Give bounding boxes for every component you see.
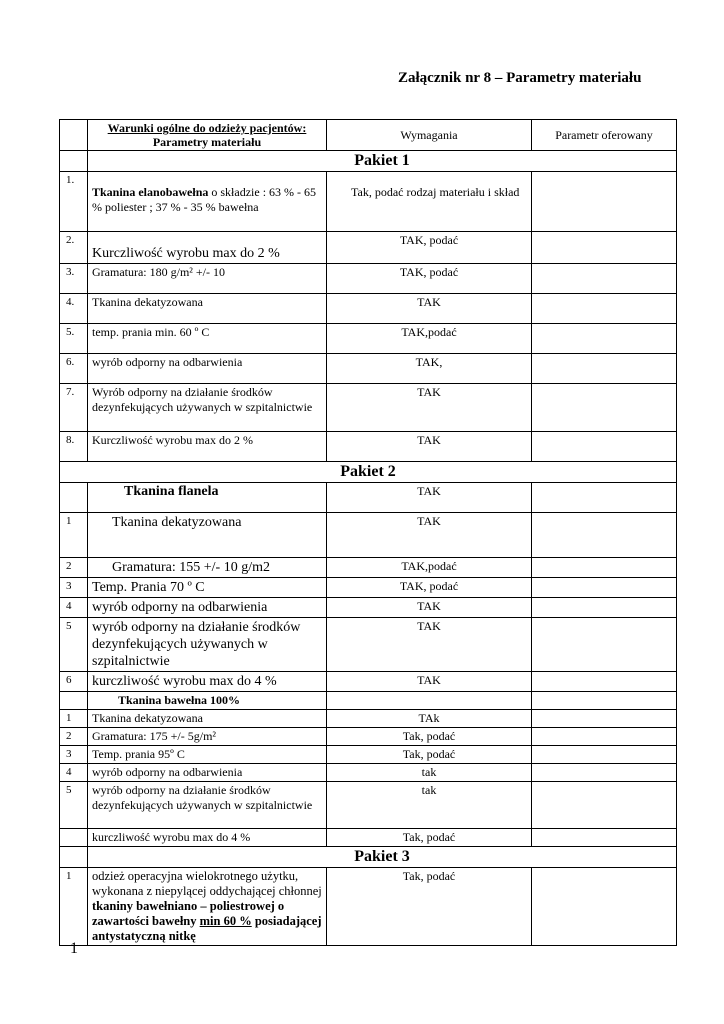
row-description: Tkanina dekatyzowana <box>88 513 327 558</box>
row-requirement: tak <box>327 782 532 829</box>
table-row <box>60 294 677 324</box>
antistatic-thread: posiadającej antystatyczną nitkę <box>92 914 322 943</box>
row-requirement: TAK <box>327 432 532 462</box>
row-number <box>60 692 88 710</box>
table-row <box>60 172 677 232</box>
row-offered <box>532 868 677 946</box>
pakiet-1-row <box>60 151 677 172</box>
row-offered <box>532 672 677 692</box>
row-requirement: TAK,podać <box>327 324 532 354</box>
table-row <box>60 782 677 829</box>
bawelna-subheading: Tkanina bawełna 100% <box>88 692 327 710</box>
pakiet-3-num-cell <box>60 847 88 868</box>
row-number: 6 <box>60 672 88 692</box>
row-number: 2 <box>60 728 88 746</box>
row-number: 1. <box>60 172 88 232</box>
row-number <box>60 829 88 847</box>
row-description: wyrób odporny na działanie środków dezynfekujących używanych w szpitalnictwie <box>88 618 327 672</box>
row-requirement: tak <box>327 764 532 782</box>
row-number: 4 <box>60 764 88 782</box>
row-offered <box>532 294 677 324</box>
row-description: Gramatura: 155 +/- 10 g/m2 <box>88 558 327 578</box>
row-requirement: TAK, podać <box>327 578 532 598</box>
fabric-composition: o składzie : 63 % - 65 % poliester ; 37 % - 35 % bawełna <box>92 185 317 214</box>
row-number: 1 <box>60 710 88 728</box>
row-requirement: Tak, podać <box>327 829 532 847</box>
row-description: wyrób odporny na odbarwienia <box>88 598 327 618</box>
row-description: Tkanina dekatyzowana <box>88 294 327 324</box>
table-row <box>60 618 677 672</box>
row-number: 5 <box>60 618 88 672</box>
pakiet-3-row <box>60 847 677 868</box>
row-requirement: TAK <box>327 598 532 618</box>
table-row <box>60 264 677 294</box>
row-offered <box>532 710 677 728</box>
row-offered <box>532 354 677 384</box>
row-number: 4 <box>60 598 88 618</box>
row-offered <box>532 578 677 598</box>
header-conditions-subtitle: Parametry materiału <box>152 135 262 149</box>
row-requirement: TAK, <box>327 354 532 384</box>
row-number: 2 <box>60 558 88 578</box>
row-requirement: TAK,podać <box>327 558 532 578</box>
row-requirement: Tak, podać <box>327 728 532 746</box>
table-row <box>60 710 677 728</box>
row-number: 5. <box>60 324 88 354</box>
row-number: 3 <box>60 746 88 764</box>
table-row <box>60 672 677 692</box>
row-offered <box>532 558 677 578</box>
row-offered <box>532 746 677 764</box>
row-number: 7. <box>60 384 88 432</box>
page-title: Załącznik nr 8 – Parametry materiału <box>398 70 642 86</box>
row-description: kurczliwość wyrobu max do 4 % <box>88 672 327 692</box>
row-number <box>60 483 88 513</box>
row-requirement: TAK <box>327 672 532 692</box>
row-offered <box>532 264 677 294</box>
header-num-cell <box>60 120 88 151</box>
row-offered <box>532 598 677 618</box>
row-offered <box>532 483 677 513</box>
table-row <box>60 692 677 710</box>
row-offered <box>532 782 677 829</box>
table-row <box>60 354 677 384</box>
row-requirement: TAK <box>327 483 532 513</box>
header-offered: Parametr oferowany <box>532 120 677 151</box>
row-requirement: TAK <box>327 294 532 324</box>
row-description: Kurczliwość wyrobu max do 2 % <box>88 432 327 462</box>
row-number: 8. <box>60 432 88 462</box>
row-number: 6. <box>60 354 88 384</box>
row-requirement <box>327 692 532 710</box>
header-requirements: Wymagania <box>327 120 532 151</box>
table-row <box>60 728 677 746</box>
row-number: 5 <box>60 782 88 829</box>
row-description: kurczliwość wyrobu max do 4 % <box>88 829 327 847</box>
row-requirement: TAk <box>327 710 532 728</box>
row-offered <box>532 764 677 782</box>
table-row <box>60 324 677 354</box>
table-row <box>60 598 677 618</box>
row-requirement: TAK, podać <box>327 264 532 294</box>
row-requirement: Tak, podać rodzaj materiału i skład <box>327 172 532 232</box>
row-offered <box>532 829 677 847</box>
table-row <box>60 868 677 946</box>
table-row <box>60 513 677 558</box>
row-number: 4. <box>60 294 88 324</box>
table-row <box>60 829 677 847</box>
row-description: Gramatura: 180 g/m² +/- 10 <box>88 264 327 294</box>
page-number: 1 <box>70 940 78 957</box>
row-requirement: Tak, podać <box>327 746 532 764</box>
row-number: 3. <box>60 264 88 294</box>
table-row <box>60 232 677 264</box>
row-offered <box>532 692 677 710</box>
row-description: Gramatura: 175 +/- 5g/m² <box>88 728 327 746</box>
row-description: Tkanina dekatyzowana <box>88 710 327 728</box>
row-offered <box>532 618 677 672</box>
table-row <box>60 384 677 432</box>
row-offered <box>532 728 677 746</box>
table-row <box>60 432 677 462</box>
pakiet-1-num-cell <box>60 151 88 172</box>
row-description: temp. prania min. 60 º C <box>88 324 327 354</box>
row-offered <box>532 232 677 264</box>
table-row <box>60 558 677 578</box>
table-header-row <box>60 120 677 151</box>
header-conditions-cell <box>88 120 327 151</box>
row-number: 3 <box>60 578 88 598</box>
table-row <box>60 764 677 782</box>
header-conditions-title: Warunki ogólne do odzieży pacjentów: <box>107 121 307 135</box>
row-description: wyrób odporny na odbarwienia <box>88 354 327 384</box>
row-description: wyrób odporny na odbarwienia <box>88 764 327 782</box>
flanela-subheading: Tkanina flanela <box>88 483 327 513</box>
row-number: 1 <box>60 868 88 946</box>
row-description: Kurczliwość wyrobu max do 2 % <box>88 232 327 264</box>
row-description: wyrób odporny na działanie środków dezynfekujących używanych w szpitalnictwie <box>88 782 327 829</box>
row-description <box>88 868 327 946</box>
row-requirement: TAK, podać <box>327 232 532 264</box>
fabric-name: Tkanina elanobawełna <box>92 185 209 199</box>
row-number: 1 <box>60 513 88 558</box>
row-offered <box>532 172 677 232</box>
row-description <box>88 172 327 232</box>
cotton-min-content: min 60 % <box>199 914 252 928</box>
parameters-table <box>59 119 677 946</box>
table-row <box>60 746 677 764</box>
fabric-composition: tkaniny bawełniano – poliestrowej o zawartości bawełny <box>92 899 285 928</box>
pakiet-1-title: Pakiet 1 <box>88 151 677 172</box>
pakiet-2-row <box>60 462 677 483</box>
table-row <box>60 578 677 598</box>
pakiet-2-title: Pakiet 2 <box>60 462 677 483</box>
row-requirement: TAK <box>327 384 532 432</box>
garment-description: odzież operacyjna wielokrotnego użytku, wykonana z niepylącej oddychającej chłonnej <box>92 869 322 898</box>
row-offered <box>532 324 677 354</box>
row-description: Temp. prania 95º C <box>88 746 327 764</box>
row-number: 2. <box>60 232 88 264</box>
pakiet-3-title: Pakiet 3 <box>88 847 677 868</box>
row-requirement: TAK <box>327 513 532 558</box>
table-row <box>60 483 677 513</box>
row-offered <box>532 432 677 462</box>
row-offered <box>532 513 677 558</box>
row-offered <box>532 384 677 432</box>
row-description: Temp. Prania 70 º C <box>88 578 327 598</box>
row-description: Wyrób odporny na działanie środków dezynfekujących używanych w szpitalnictwie <box>88 384 327 432</box>
row-requirement: Tak, podać <box>327 868 532 946</box>
row-requirement: TAK <box>327 618 532 672</box>
